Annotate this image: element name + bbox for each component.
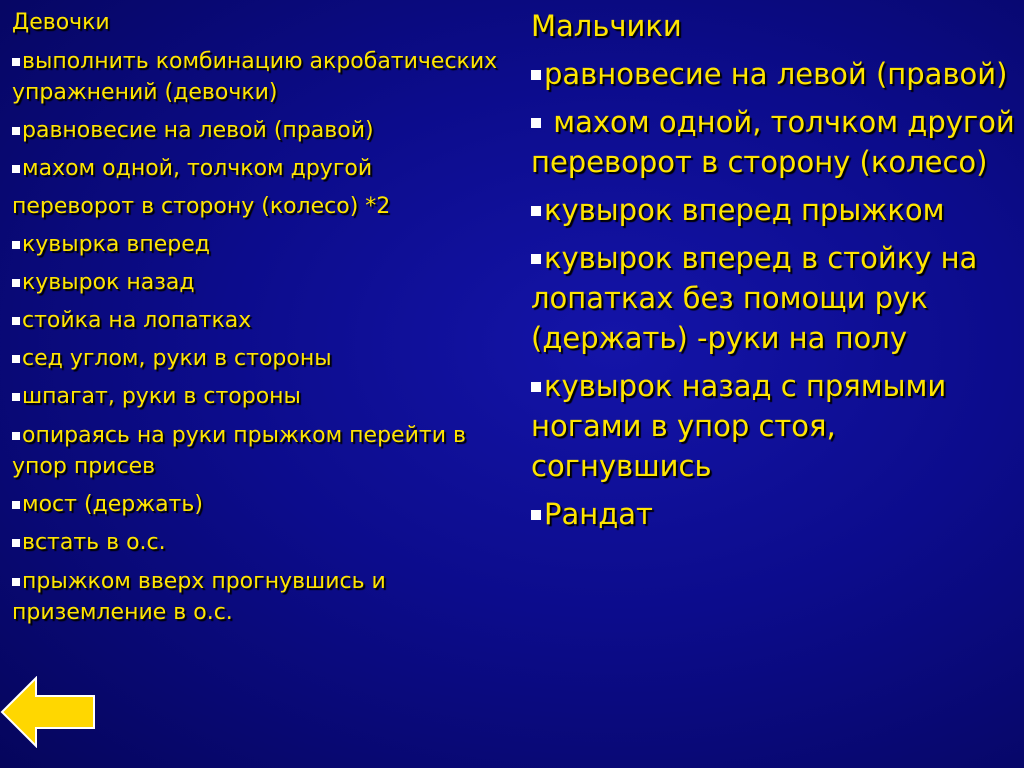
list-item-text: кувырок назад bbox=[22, 270, 195, 295]
list-item bbox=[531, 190, 1016, 230]
list-item bbox=[12, 150, 504, 188]
bullet-icon bbox=[531, 254, 541, 264]
list-item bbox=[12, 302, 504, 340]
list-item bbox=[531, 366, 1016, 486]
list-item-text: махом одной, толчком другой bbox=[22, 156, 373, 181]
list-item-text: Рандат bbox=[544, 497, 653, 531]
bullet-icon bbox=[12, 539, 20, 547]
bullet-icon bbox=[12, 432, 20, 440]
list-item bbox=[531, 494, 1016, 534]
girls-heading: Девочки bbox=[12, 10, 110, 35]
bullet-icon bbox=[531, 118, 541, 128]
list-item bbox=[531, 238, 1016, 358]
left-arrow-icon bbox=[0, 676, 96, 748]
bullet-icon bbox=[531, 70, 541, 80]
bullet-icon bbox=[531, 510, 541, 520]
bullet-icon bbox=[12, 393, 20, 401]
list-item bbox=[12, 112, 504, 150]
girls-column bbox=[12, 0, 504, 632]
list-item-text: встать в о.с. bbox=[22, 530, 166, 555]
back-button[interactable] bbox=[0, 676, 96, 748]
bullet-icon bbox=[12, 127, 20, 135]
bullet-icon bbox=[12, 355, 20, 363]
list-item-text: прыжком вверх прогнувшись и приземление в о.с. bbox=[12, 569, 386, 625]
list-item-text: опираясь на руки прыжком перейти в упор присев bbox=[12, 423, 466, 479]
list-item-text: шпагат, руки в стороны bbox=[22, 384, 301, 409]
list-item bbox=[12, 486, 504, 524]
list-item bbox=[12, 566, 504, 628]
bullet-icon bbox=[12, 241, 20, 249]
list-item bbox=[531, 54, 1016, 94]
list-item-text: кувырок вперед в стойку на лопатках без помощи рук (держать) -руки на полу bbox=[531, 241, 978, 355]
list-item-text: кувырок вперед прыжком bbox=[544, 193, 945, 227]
list-item-text: выполнить комбинацию акробатических упражнений (девочки) bbox=[12, 49, 498, 105]
list-item bbox=[531, 102, 1016, 182]
list-item-text: равновесие на левой (правой) bbox=[22, 118, 374, 143]
list-item-text: переворот в сторону (колесо) *2 bbox=[12, 194, 391, 219]
list-item bbox=[12, 226, 504, 264]
bullet-icon bbox=[12, 58, 20, 66]
boys-exercise-list bbox=[531, 54, 1016, 534]
list-item bbox=[12, 340, 504, 378]
list-item bbox=[12, 378, 504, 416]
bullet-icon bbox=[12, 165, 20, 173]
bullet-icon bbox=[12, 317, 20, 325]
list-item-text: стойка на лопатках bbox=[22, 308, 252, 333]
list-item-text: кувырок назад с прямыми ногами в упор стоя, согнувшись bbox=[531, 369, 947, 483]
list-item bbox=[12, 188, 504, 226]
list-item-text: махом одной, толчком другой переворот в сторону (колесо) bbox=[531, 105, 1015, 179]
bullet-icon bbox=[12, 578, 20, 586]
list-item-text: мост (держать) bbox=[22, 492, 203, 517]
list-item-text: кувырка вперед bbox=[22, 232, 210, 257]
list-item-text: сед углом, руки в стороны bbox=[22, 346, 332, 371]
girls-exercise-list bbox=[12, 46, 504, 628]
bullet-icon bbox=[12, 501, 20, 509]
list-item bbox=[12, 524, 504, 562]
bullet-icon bbox=[531, 206, 541, 216]
boys-column bbox=[531, 0, 1016, 542]
bullet-icon bbox=[531, 382, 541, 392]
boys-heading: Мальчики bbox=[531, 9, 682, 43]
list-item bbox=[12, 46, 504, 108]
list-item bbox=[12, 420, 504, 482]
bullet-icon bbox=[12, 279, 20, 287]
list-item bbox=[12, 264, 504, 302]
list-item-text: равновесие на левой (правой) bbox=[544, 57, 1008, 91]
